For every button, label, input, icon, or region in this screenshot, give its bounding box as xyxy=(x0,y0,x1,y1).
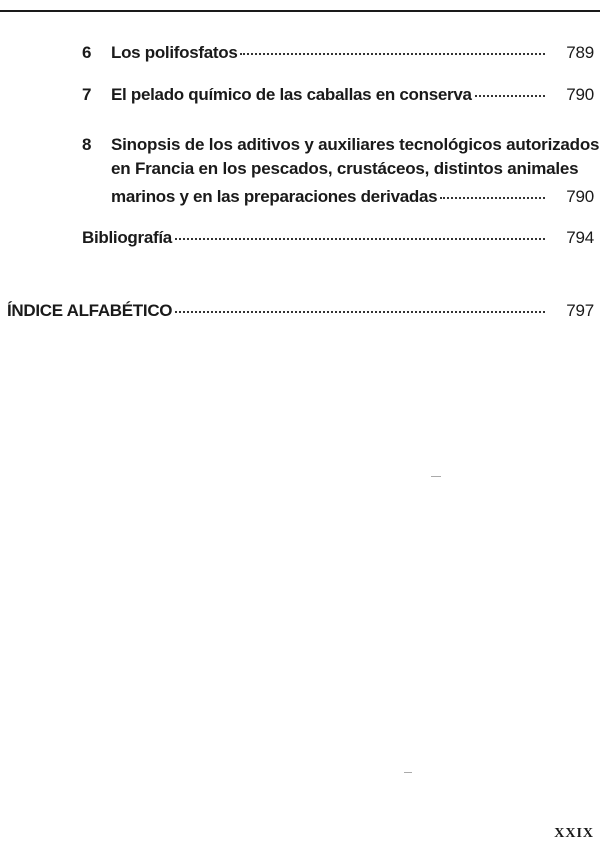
dot-leader xyxy=(240,52,545,55)
toc-entry-title: El pelado químico de las caballas en conserva xyxy=(111,85,472,104)
toc-entry[interactable] xyxy=(82,41,594,65)
toc-entry[interactable] xyxy=(82,226,594,250)
toc-entry-page: 790 xyxy=(566,187,594,206)
toc-entry-title-line: marinos y en las preparaciones derivadas xyxy=(111,187,438,206)
dot-leader xyxy=(175,310,545,313)
toc-entry[interactable] xyxy=(82,83,594,107)
toc-entry-title: Bibliografía xyxy=(82,228,172,247)
toc-entry-number: 6 xyxy=(82,43,92,62)
toc-entry-page: 790 xyxy=(566,85,594,104)
dot-leader xyxy=(175,237,545,240)
top-rule xyxy=(0,10,600,12)
toc-entry-title: Los polifosfatos xyxy=(111,43,238,62)
toc-entry-title-line: en Francia en los pescados, crustáceos, distintos animales xyxy=(111,159,579,178)
toc-entry-page: 797 xyxy=(566,301,594,320)
toc-entry-page: 789 xyxy=(566,43,594,62)
toc-entry-page: 794 xyxy=(566,228,594,247)
toc-entry-number: 8 xyxy=(82,135,92,154)
dot-leader xyxy=(475,94,545,97)
toc-entry-title-line: Sinopsis de los aditivos y auxiliares tecnológicos autorizados xyxy=(111,135,600,154)
toc-entry-number: 7 xyxy=(82,85,92,104)
toc-entry[interactable] xyxy=(7,299,594,323)
dot-leader xyxy=(440,196,545,199)
page-folio: XXIX xyxy=(554,826,594,841)
scan-speck xyxy=(431,476,441,477)
toc-entry-title: ÍNDICE ALFABÉTICO xyxy=(7,301,173,320)
toc-entry[interactable] xyxy=(111,133,600,181)
toc-entry-last-line[interactable] xyxy=(111,185,594,209)
scan-speck xyxy=(404,772,412,773)
